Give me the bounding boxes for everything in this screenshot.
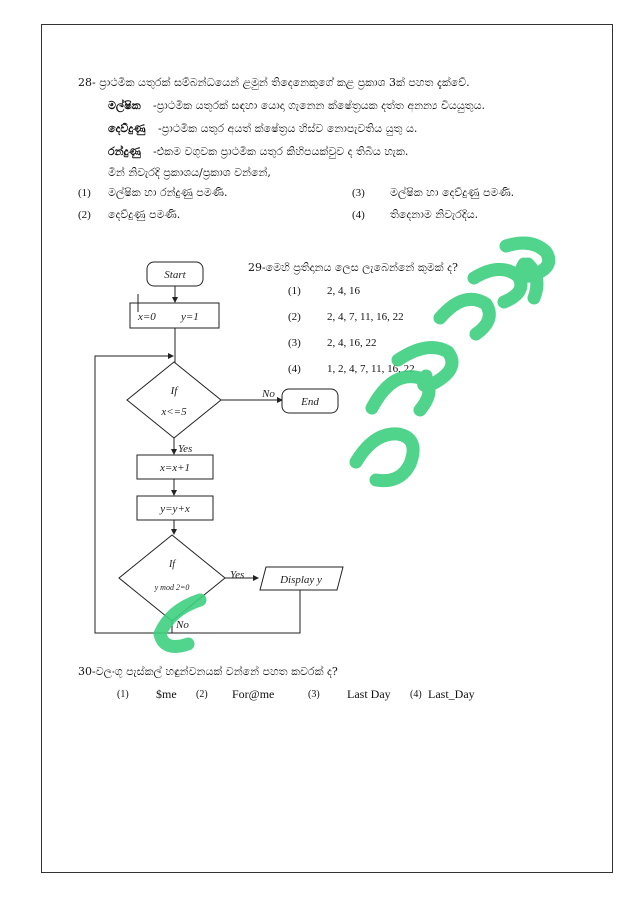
flowchart-init-x-label: x=0	[138, 311, 156, 323]
flowchart-init-y-label: y=1	[181, 311, 199, 323]
q29-option2-number: (2)	[288, 311, 301, 323]
q29-option2-text: 2, 4, 7, 11, 16, 22	[327, 311, 404, 323]
flowchart-decision2-if-label: If	[168, 559, 176, 570]
flowchart-yes2-label: Yes	[230, 569, 245, 581]
q30-option2-number: (2)	[196, 689, 208, 700]
q28-option4-text: තිදෙනාම නිවැරදිය.	[390, 208, 479, 221]
q28-student3-statement: -එකම වගුවක ප්‍රාථමික යතුර කිහිපයක්වුව ද තිබිය හැක.	[153, 145, 409, 158]
flowchart-start-label: Start	[164, 269, 186, 281]
flowchart-yes1-label: Yes	[178, 443, 193, 455]
q29-option1-text: 2, 4, 16	[327, 285, 360, 297]
flowchart-no1-label: No	[262, 388, 275, 400]
flowchart-decision-x-limit	[127, 362, 221, 438]
q28-student2-name: දෙව්දුණු	[108, 122, 146, 135]
q28-student3-name: රන්දුණු	[108, 145, 141, 158]
q28-prompt: මින් නිවැරදි ප්‍රකාශය/ප්‍රකාශ වන්නේ,	[108, 166, 271, 179]
flowchart-decision-y-even	[119, 535, 225, 621]
q29-option3-number: (3)	[288, 337, 301, 349]
q28-option3-text: මල්ෂික හා දෙව්දුණු පමණි.	[390, 186, 515, 199]
q29-option3-text: 2, 4, 16, 22	[327, 337, 377, 349]
q30-option3-text: Last Day	[347, 687, 391, 701]
flowchart-decision2-condition: y mod 2=0	[154, 583, 190, 592]
q28-option1-number: (1)	[78, 187, 91, 199]
q30-option1-number: (1)	[117, 689, 129, 700]
q28-option2-text: දෙව්දුණු පමණි.	[108, 208, 181, 221]
flowchart-decision1-condition: x<=5	[161, 406, 187, 418]
q28-option4-number: (4)	[352, 209, 365, 221]
q30-option3-number: (3)	[308, 689, 320, 700]
q28-student1-name: මල්ෂික	[108, 99, 141, 112]
q28-student1-statement: -ප්‍රාථමික යතුරක් සඳහා යොදා ගැනෙන ක්ෂේත්‍රයක දත්ත අනන්‍ය වියයුතුය.	[153, 99, 486, 112]
q29-option1-number: (1)	[288, 285, 301, 297]
q28-student2-statement: -ප්‍රාථමික යතුර අයත් ක්ෂේත්‍රය හිස්ව නොපැවතිය යුතු ය.	[158, 122, 418, 135]
q28-stem: 28- ප්‍රාථමික යතුරක් සම්බන්ධයෙන් ළමුන් තිදෙනෙකුගේ කළ ප්‍රකාශ 3ක් පහත දැක්වේ.	[78, 76, 470, 89]
q29-option4-text: 1, 2, 4, 7, 11, 16, 22	[327, 363, 415, 375]
q30-option4-text: Last_Day	[428, 687, 475, 701]
flowchart-display-label: Display y	[280, 574, 322, 586]
flowchart-decision1-if-label: If	[170, 385, 178, 397]
q28-option1-text: මල්ෂික හා රන්දුණු පමණි.	[108, 186, 228, 199]
q29-option4-number: (4)	[288, 363, 301, 375]
flowchart-step1-label: x=x+1	[159, 462, 191, 474]
q28-option3-number: (3)	[352, 187, 365, 199]
q30-option1-text: $me	[156, 687, 177, 701]
q30-option4-number: (4)	[410, 689, 422, 700]
q30-stem: 30-වලංගු පැස්කල් හඳුන්වනයක් වන්නේ පහත කවරක් ද?	[78, 665, 338, 678]
q28-option2-number: (2)	[78, 209, 91, 221]
q30-option2-text: For@me	[232, 687, 275, 701]
flowchart-no2-label: No	[176, 619, 189, 631]
q29-stem: 29-මෙහි ප්‍රතිදානය ලෙස ලැබෙන්නේ කුමක් ද?	[248, 261, 458, 274]
flowchart-end-label: End	[301, 396, 319, 408]
flowchart-step2-label: y=y+x	[160, 503, 190, 515]
